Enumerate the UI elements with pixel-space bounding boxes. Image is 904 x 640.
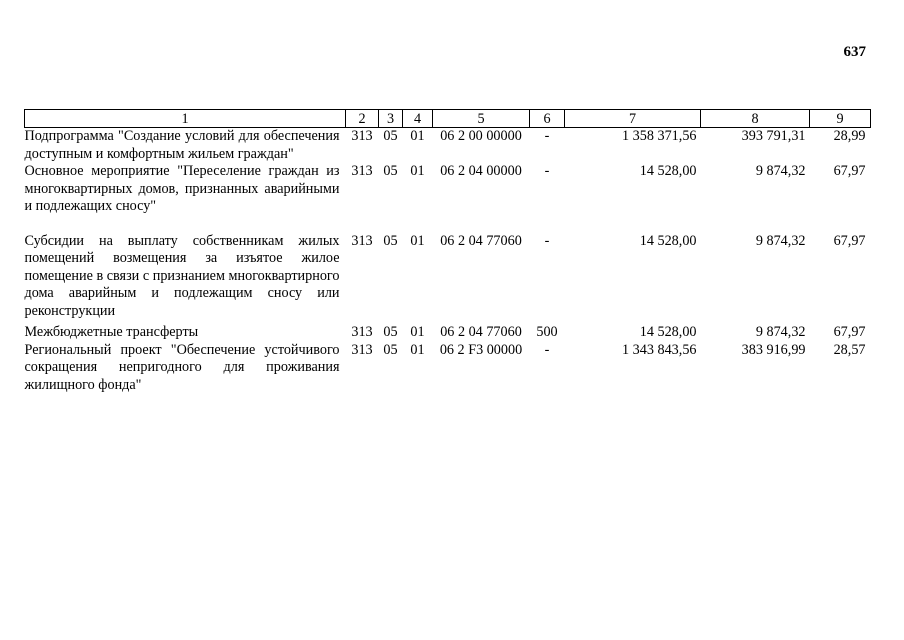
cell-actual-amount: 9 874,32 [755, 232, 806, 249]
table-row [25, 233, 871, 321]
row-name: Основное мероприятие "Переселение граждан из многоквартирных домов, признанных аварийными и подлежащих сносу" [24, 163, 340, 214]
column-header: 4 [403, 110, 433, 128]
cell-ministry-code: 313 [351, 324, 373, 340]
cell-percent: 67,97 [833, 232, 866, 249]
cell-ministry-code: 313 [351, 232, 373, 249]
cell-section: 05 [383, 232, 398, 249]
cell-actual-amount: 383 916,99 [741, 341, 806, 358]
page-number: 637 [843, 44, 866, 60]
table-row [25, 342, 871, 395]
cell-subsection: 01 [410, 341, 425, 358]
cell-expense-type: - [544, 232, 550, 249]
row-name: Региональный проект "Обеспечение устойчивого сокращения непригодного для проживания жилищного фонда" [24, 341, 340, 393]
cell-expense-type: - [544, 128, 550, 144]
column-header: 8 [701, 110, 810, 128]
cell-plan-amount: 14 528,00 [639, 324, 697, 340]
cell-percent: 67,97 [833, 324, 866, 340]
table-row [25, 163, 871, 233]
cell-subsection: 01 [410, 324, 425, 340]
cell-expense-type: - [544, 341, 550, 358]
cell-subsection: 01 [410, 232, 425, 249]
table-row [25, 320, 871, 342]
cell-target-article: 06 2 04 00000 [440, 163, 522, 179]
column-header: 7 [565, 110, 701, 128]
cell-subsection: 01 [410, 163, 425, 179]
cell-actual-amount: 393 791,31 [741, 128, 806, 144]
cell-section: 05 [383, 341, 398, 358]
cell-plan-amount: 1 358 371,56 [622, 128, 697, 144]
cell-expense-type: 500 [536, 324, 558, 340]
cell-section: 05 [383, 324, 398, 340]
cell-percent: 28,57 [833, 341, 866, 358]
column-header: 6 [530, 110, 565, 128]
column-header: 3 [379, 110, 403, 128]
column-header: 2 [346, 110, 379, 128]
cell-ministry-code: 313 [351, 163, 373, 179]
cell-target-article: 06 2 F3 00000 [439, 341, 523, 358]
cell-subsection: 01 [410, 128, 425, 144]
column-header: 5 [433, 110, 530, 128]
cell-ministry-code: 313 [351, 128, 373, 144]
column-header: 1 [25, 110, 346, 128]
row-name: Межбюджетные трансферты [24, 324, 199, 340]
table-header-row [25, 110, 871, 128]
cell-ministry-code: 313 [351, 341, 373, 358]
budget-table [24, 109, 871, 394]
cell-plan-amount: 14 528,00 [639, 163, 697, 179]
row-name: Подпрограмма "Создание условий для обеспечения доступным и комфортным жильем граждан" [24, 128, 340, 162]
column-header: 9 [810, 110, 871, 128]
cell-actual-amount: 9 874,32 [755, 324, 806, 340]
cell-percent: 28,99 [833, 128, 866, 144]
cell-actual-amount: 9 874,32 [755, 163, 806, 179]
cell-target-article: 06 2 00 00000 [440, 128, 522, 144]
cell-plan-amount: 14 528,00 [639, 232, 697, 249]
cell-target-article: 06 2 04 77060 [440, 324, 522, 340]
row-name: Субсидии на выплату собственникам жилых помещений возмещения за изъятое жилое помещение в связи с признанием многоквартирного дома аварийным и подлежащим сносу или реконструкции [24, 232, 340, 319]
cell-section: 05 [383, 128, 398, 144]
cell-section: 05 [383, 163, 398, 179]
cell-target-article: 06 2 04 77060 [440, 232, 522, 249]
cell-percent: 67,97 [833, 163, 866, 179]
cell-expense-type: - [544, 163, 550, 179]
cell-plan-amount: 1 343 843,56 [622, 341, 697, 358]
table-row [25, 128, 871, 164]
